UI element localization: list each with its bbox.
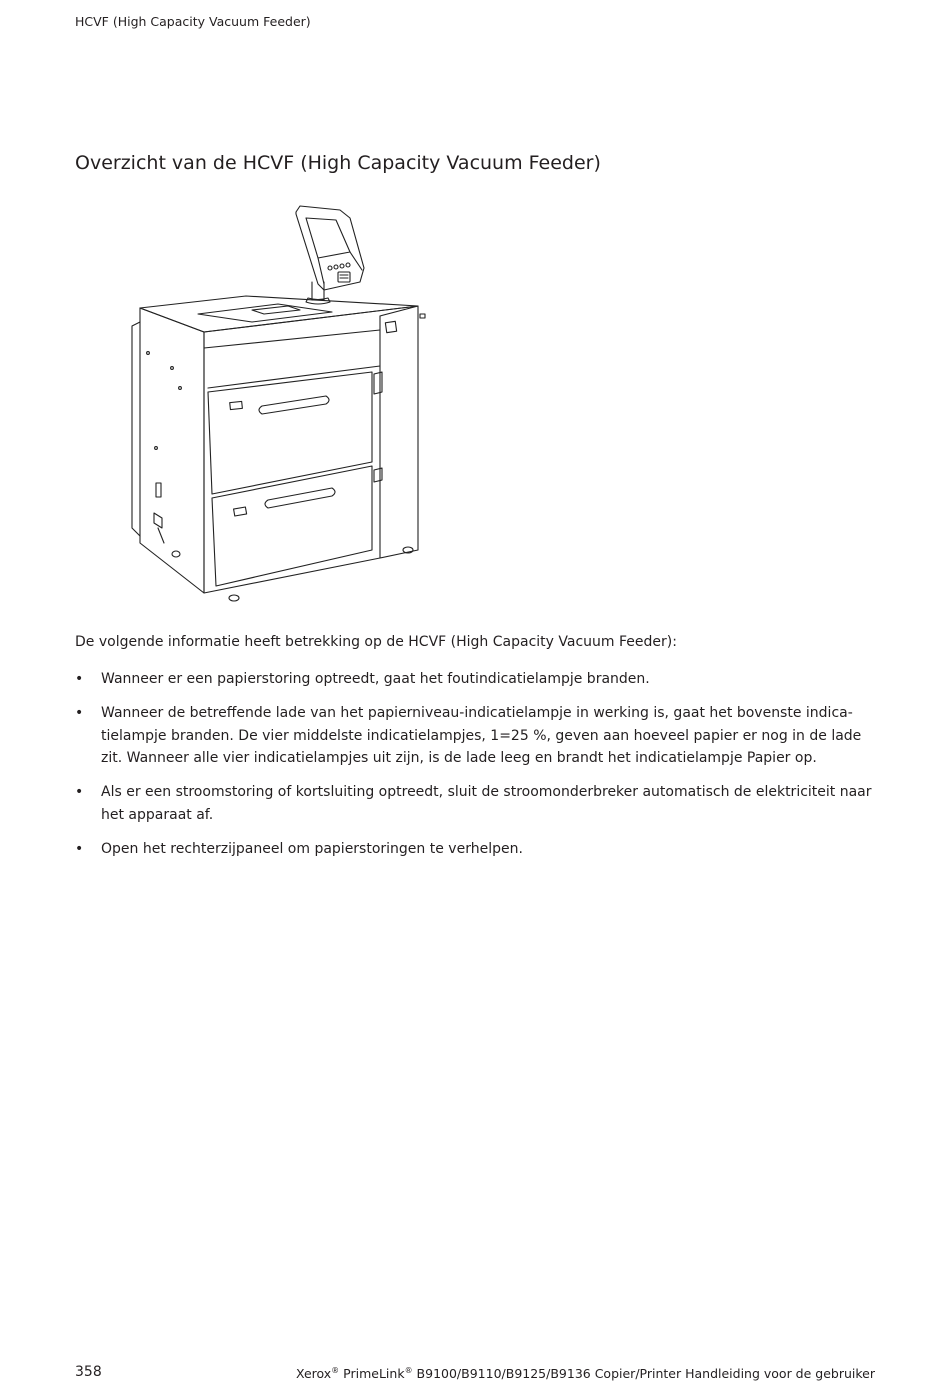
footer-brand: Xerox <box>295 1366 332 1382</box>
registered-mark: ® <box>331 1366 340 1375</box>
bullet-icon: • <box>75 671 84 687</box>
bullet-icon: • <box>75 705 84 721</box>
hcvf-figure <box>128 198 440 608</box>
running-header: HCVF (High Capacity Vacuum Feeder) <box>75 14 311 29</box>
registered-mark: ® <box>404 1366 413 1375</box>
hcvf-machine-illustration-icon <box>128 198 440 608</box>
list-item-text: Open het rechterzijpaneel om papierstoringen te verhelpen. <box>101 840 523 857</box>
list-item-text: Als er een stroomstoring of kortsluiting optreedt, sluit de stroomonderbreker automatisch de elektriciteit naar het apparaat af. <box>101 784 872 823</box>
list-item <box>75 668 875 691</box>
footer-title <box>296 1366 875 1381</box>
section-title: Overzicht van de HCVF (High Capacity Vacuum Feeder) <box>75 152 601 174</box>
list-item <box>75 838 875 861</box>
list-item <box>75 702 875 770</box>
page-number: 358 <box>75 1364 102 1380</box>
list-item <box>75 781 875 826</box>
bullet-list <box>75 668 875 872</box>
intro-paragraph: De volgende informatie heeft betrekking op de HCVF (High Capacity Vacuum Feeder): <box>75 634 677 650</box>
list-item-text: Wanneer de betreffende lade van het papierniveau-indicatielampje in werking is, gaat het bovenste indica-tielampje branden. De vier middelste indicatielampjes, 1=25 %, geven aan hoeveel papier er nog in de lade zit. Wanneer alle vier indicatielampjes uit zijn, is de lade leeg en brandt het indicatielampje Papier op. <box>101 705 862 766</box>
list-item-text: Wanneer er een papierstoring optreedt, gaat het foutindicatielampje branden. <box>101 671 650 687</box>
bullet-icon: • <box>75 840 84 857</box>
footer-rest: B9100/B9110/B9125/B9136 Copier/Printer Handleiding voor de gebruiker <box>416 1366 875 1382</box>
bullet-icon: • <box>75 784 84 800</box>
footer-product: PrimeLink <box>343 1366 405 1382</box>
